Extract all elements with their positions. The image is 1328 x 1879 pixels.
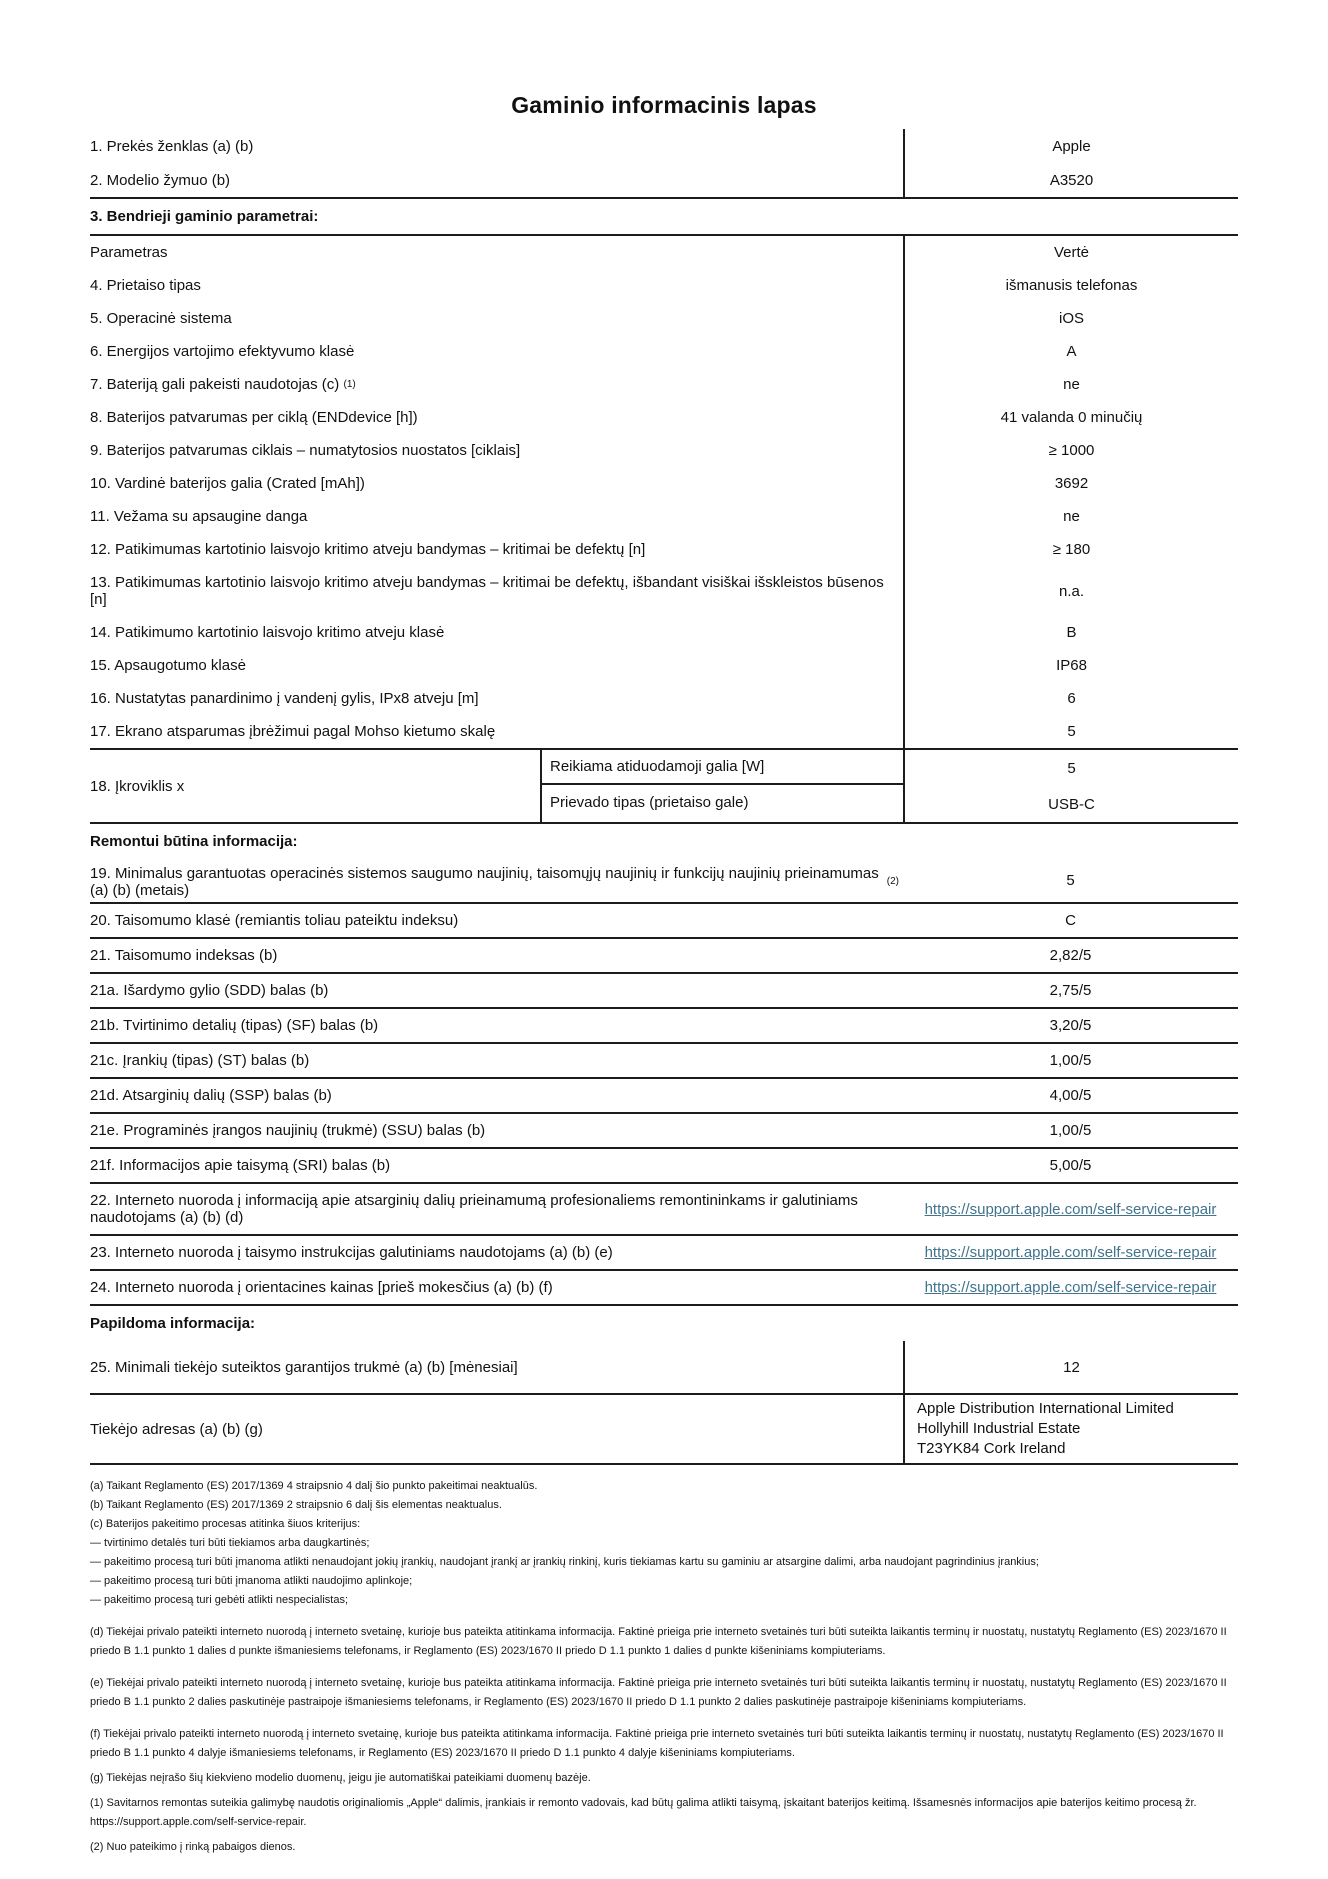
table-row	[90, 1044, 1238, 1079]
table-row	[90, 1341, 1238, 1395]
subrow-value: USB-C	[1048, 796, 1095, 813]
table-row	[90, 974, 1238, 1009]
row-label: 21f. Informacijos apie taisymą (SRI) balas (b)	[90, 1157, 391, 1174]
row-value: IP68	[903, 649, 1238, 682]
row-label: 21. Taisomumo indeksas (b)	[90, 947, 278, 964]
row-label: 8. Baterijos patvarumas per ciklą (ENDdevice [h])	[90, 409, 418, 426]
table-row	[90, 368, 1238, 401]
address-line: Apple Distribution International Limited	[917, 1400, 1174, 1417]
self-service-repair-link[interactable]: https://support.apple.com/self-service-repair	[924, 1200, 1217, 1218]
table-row	[90, 269, 1238, 302]
row-label: 21a. Išardymo gylio (SDD) balas (b)	[90, 982, 329, 999]
row-label: 19. Minimalus garantuotas operacinės sistemos saugumo naujinių, taisomųjų naujinių ir funkcijų naujinių prieinamumas (a) (b) (metais) (2)	[90, 865, 899, 899]
row-label: 1. Prekės ženklas (a) (b)	[90, 137, 254, 155]
row-label-text: 19. Minimalus garantuotas operacinės sistemos saugumo naujinių, taisomųjų naujinių ir funkcijų naujinių prieinamumas (a) (b) (metais)	[90, 865, 879, 899]
row-label: 21b. Tvirtinimo detalių (tipas) (SF) balas (b)	[90, 1017, 379, 1034]
column-header-value: Vertė	[903, 236, 1238, 269]
row-value: iOS	[903, 302, 1238, 335]
row-label: 24. Interneto nuoroda į orientacines kainas [prieš mokesčius (a) (b) (f)	[90, 1279, 553, 1296]
row-label: 25. Minimali tiekėjo suteiktos garantijos trukmė (a) (b) [mėnesiai]	[90, 1358, 518, 1376]
charger-subtable-values	[903, 750, 1238, 822]
self-service-repair-link[interactable]: https://support.apple.com/self-service-repair	[924, 1279, 1217, 1296]
table-row	[90, 335, 1238, 368]
row-label: 9. Baterijos patvarumas ciklais – numatytosios nuostatos [ciklais]	[90, 442, 521, 459]
table-row	[90, 467, 1238, 500]
row-label: 14. Patikimumo kartotinio laisvojo kritimo atveju klasė	[90, 624, 445, 641]
footnote: (f) Tiekėjai privalo pateikti interneto nuorodą į interneto svetainę, kurioje bus pateikta atitinkama informacija. Faktinė prieiga prie interneto svetainės turi būti suteikta laikantis terminų ir nuostatų, nustatytų Reglamento (ES) 2023/1670 II priedo B 1.1 punkto 4 dalyje išmaniesiems telefonams, ir Reglamento (ES) 2023/1670 II priedo D 1.1 punkto 4 dalyje kišeniniams kompiuteriams.	[90, 1728, 1224, 1759]
table-row	[90, 1009, 1238, 1044]
table-row	[90, 566, 1238, 616]
table-row	[90, 533, 1238, 566]
row-label: Parametras	[90, 244, 168, 261]
row-value	[903, 1184, 1238, 1234]
charger-row	[90, 750, 1238, 822]
row-value: B	[903, 616, 1238, 649]
row-label: Tiekėjo adresas (a) (b) (g)	[90, 1420, 263, 1438]
row-label: 2. Modelio žymuo (b)	[90, 171, 231, 189]
row-label: 21e. Programinės įrangos naujinių (trukmė) (SSU) balas (b)	[90, 1122, 486, 1139]
row-label: 16. Nustatytas panardinimo į vandenį gylis, IPx8 atveju [m]	[90, 690, 479, 707]
row-value: 1,00/5	[1049, 1052, 1092, 1069]
row-value: 1,00/5	[1049, 1122, 1092, 1139]
row-value: n.a.	[903, 566, 1238, 616]
row-label: 13. Patikimumas kartotinio laisvojo kritimo atveju bandymas – kritimai be defektų, išbandant visiškai išskleistos būsenos [n]	[90, 574, 884, 608]
subrow-label: Prievado tipas (prietaiso gale)	[550, 794, 749, 811]
footnote: (e) Tiekėjai privalo pateikti interneto nuorodą į interneto svetainę, kurioje bus pateikta atitinkama informacija. Faktinė prieiga prie interneto svetainės turi būti suteikta laikantis terminų ir nuostatų, nustatytų Reglamento (ES) 2023/1670 II priedo B 1.1 punkto 2 dalies paskutinėje pastraipoje išmaniesiems telefonams, ir Reglamento (ES) 2023/1670 II priedo D 1.1 punkto 2 dalies paskutinėje pastraipoje kišeniniams kompiuteriams.	[90, 1677, 1227, 1708]
row-value	[903, 1236, 1238, 1269]
table-row	[90, 715, 1238, 748]
footnote: (g) Tiekėjas neįrašo šių kiekvieno modelio duomenų, jeigu jie automatiškai pateikiami duomenų bazėje.	[90, 1772, 591, 1784]
product-info-sheet	[90, 0, 1238, 1857]
section-heading-general: 3. Bendrieji gaminio parametrai:	[90, 208, 319, 225]
address-line: Hollyhill Industrial Estate	[917, 1420, 1081, 1437]
footnote: (d) Tiekėjai privalo pateikti interneto nuorodą į interneto svetainę, kurioje bus pateikta atitinkama informacija. Faktinė prieiga prie interneto svetainės turi būti suteikta laikantis terminų ir nuostatų, nustatytų Reglamento (ES) 2023/1670 II priedo B 1.1 punkto 1 dalies d punkte išmaniesiems telefonams, ir Reglamento (ES) 2023/1670 II priedo D 1.1 punkto 1 dalies d punkte kišeniniams kompiuteriams.	[90, 1626, 1227, 1657]
row-value: išmanusis telefonas	[903, 269, 1238, 302]
brand-model-section	[90, 129, 1238, 197]
table-row	[90, 904, 1238, 939]
row-label: 7. Bateriją gali pakeisti naudotojas (c) (1)	[90, 376, 356, 393]
footnotes	[90, 1477, 1238, 1857]
row-value: A	[903, 335, 1238, 368]
table-row	[90, 1149, 1238, 1184]
table-row	[90, 236, 1238, 269]
table-row	[90, 500, 1238, 533]
row-value: ne	[903, 368, 1238, 401]
row-value: 3692	[903, 467, 1238, 500]
footnote-bullet: — pakeitimo procesą turi būti įmanoma atlikti naudojimo aplinkoje;	[90, 1575, 413, 1587]
row-label: 12. Patikimumas kartotinio laisvojo kritimo atveju bandymas – kritimai be defektų [n]	[90, 541, 646, 558]
row-value	[903, 1271, 1238, 1304]
section-heading-additional: Papildoma informacija:	[90, 1315, 256, 1332]
charger-subtable-labels	[540, 750, 903, 822]
subrow-value: 5	[1067, 760, 1076, 777]
row-value: 41 valanda 0 minučių	[903, 401, 1238, 434]
row-value: ≥ 1000	[903, 434, 1238, 467]
general-parameters-section	[90, 236, 1238, 748]
table-row	[90, 163, 1238, 197]
row-label: 22. Interneto nuoroda į informaciją apie atsarginių dalių prieinamumą profesionaliems remontininkams ir galutiniams naudotojams (a) (b) (d)	[90, 1192, 858, 1226]
row-value: ≥ 180	[903, 533, 1238, 566]
table-row	[90, 859, 1238, 904]
table-row	[90, 939, 1238, 974]
row-label: 17. Ekrano atsparumas įbrėžimui pagal Mohso kietumo skalę	[90, 723, 496, 740]
row-label: 6. Energijos vartojimo efektyvumo klasė	[90, 343, 355, 360]
table-row	[90, 1079, 1238, 1114]
row-value: 2,82/5	[1049, 947, 1092, 964]
self-service-repair-link[interactable]: https://support.apple.com/self-service-repair	[924, 1244, 1217, 1261]
table-row	[90, 401, 1238, 434]
row-label: 20. Taisomumo klasė (remiantis toliau pateiktu indeksu)	[90, 912, 459, 929]
additional-section	[90, 1341, 1238, 1465]
supplier-address	[903, 1395, 1238, 1463]
footnote: (2) Nuo pateikimo į rinką pabaigos dienos.	[90, 1841, 296, 1853]
table-row	[90, 1184, 1238, 1236]
address-line: T23YK84 Cork Ireland	[917, 1440, 1066, 1457]
table-row	[90, 1114, 1238, 1149]
row-label: 5. Operacinė sistema	[90, 310, 232, 327]
footnote: (a) Taikant Reglamento (ES) 2017/1369 4 straipsnio 4 dalį šio punkto pakeitimai neaktualūs.	[90, 1480, 538, 1492]
section-heading-repair: Remontui būtina informacija:	[90, 833, 298, 850]
footnote-bullet: — pakeitimo procesą turi būti įmanoma atlikti nenaudojant jokių įrankių, naudojant įrankį ar įrankių rinkinį, kuris tiekiamas kartu su gaminiu ar atsargine dalimi, arba naudojant pagrindinius įrankius;	[90, 1556, 1039, 1568]
footnote-bullet: — pakeitimo procesą turi gebėti atlikti nespecialistas;	[90, 1594, 349, 1606]
row-label: 23. Interneto nuoroda į taisymo instrukcijas galutiniams naudotojams (a) (b) (e)	[90, 1244, 613, 1261]
row-label-text: 7. Bateriją gali pakeisti naudotojas (c)	[90, 376, 340, 393]
footnote: (1) Savitarnos remontas suteikia galimybę naudotis originaliomis „Apple“ dalimis, įrankiais ir remonto vadovais, kad būtų galima atlikti taisymą, įskaitant baterijos keitimą. Išsamesnės informacijos apie baterijos keitimo procesą žr. https://support.apple.com/self-service-repair.	[90, 1797, 1197, 1828]
table-row	[90, 616, 1238, 649]
row-value: ne	[903, 500, 1238, 533]
row-label: 11. Vežama su apsaugine danga	[90, 508, 308, 525]
table-row	[90, 302, 1238, 335]
row-value: 12	[903, 1341, 1238, 1393]
table-row	[90, 649, 1238, 682]
footnote: (c) Baterijos pakeitimo procesas atitinka šiuos kriterijus:	[90, 1518, 361, 1530]
row-value: A3520	[903, 163, 1238, 197]
footnote-bullet: — tvirtinimo detalės turi būti tiekiamos arba daugkartinės;	[90, 1537, 370, 1549]
row-value: 5	[1066, 872, 1075, 889]
row-label: 21d. Atsarginių dalių (SSP) balas (b)	[90, 1087, 332, 1104]
row-value: 6	[903, 682, 1238, 715]
footnote: (b) Taikant Reglamento (ES) 2017/1369 2 straipsnio 6 dalį šis elementas neaktualus.	[90, 1499, 502, 1511]
row-value: 5,00/5	[1049, 1157, 1092, 1174]
table-row	[90, 1271, 1238, 1306]
row-label: 18. Įkroviklis x	[90, 777, 185, 795]
row-value: C	[1065, 912, 1076, 929]
row-label: 15. Apsaugotumo klasė	[90, 657, 246, 674]
row-label: 10. Vardinė baterijos galia (Crated [mAh])	[90, 475, 365, 492]
row-label: 21c. Įrankių (tipas) (ST) balas (b)	[90, 1052, 310, 1069]
row-value: 2,75/5	[1049, 982, 1092, 999]
table-row	[90, 129, 1238, 163]
row-value: 3,20/5	[1049, 1017, 1092, 1034]
row-label: 4. Prietaiso tipas	[90, 277, 201, 294]
row-value: 4,00/5	[1049, 1087, 1092, 1104]
table-row	[90, 682, 1238, 715]
table-row	[90, 1236, 1238, 1271]
table-row	[90, 1395, 1238, 1465]
page-title: Gaminio informacinis lapas	[511, 92, 817, 118]
row-value: 5	[903, 715, 1238, 748]
table-row	[90, 434, 1238, 467]
subrow-label: Reikiama atiduodamoji galia [W]	[542, 750, 903, 785]
row-value: Apple	[903, 129, 1238, 163]
